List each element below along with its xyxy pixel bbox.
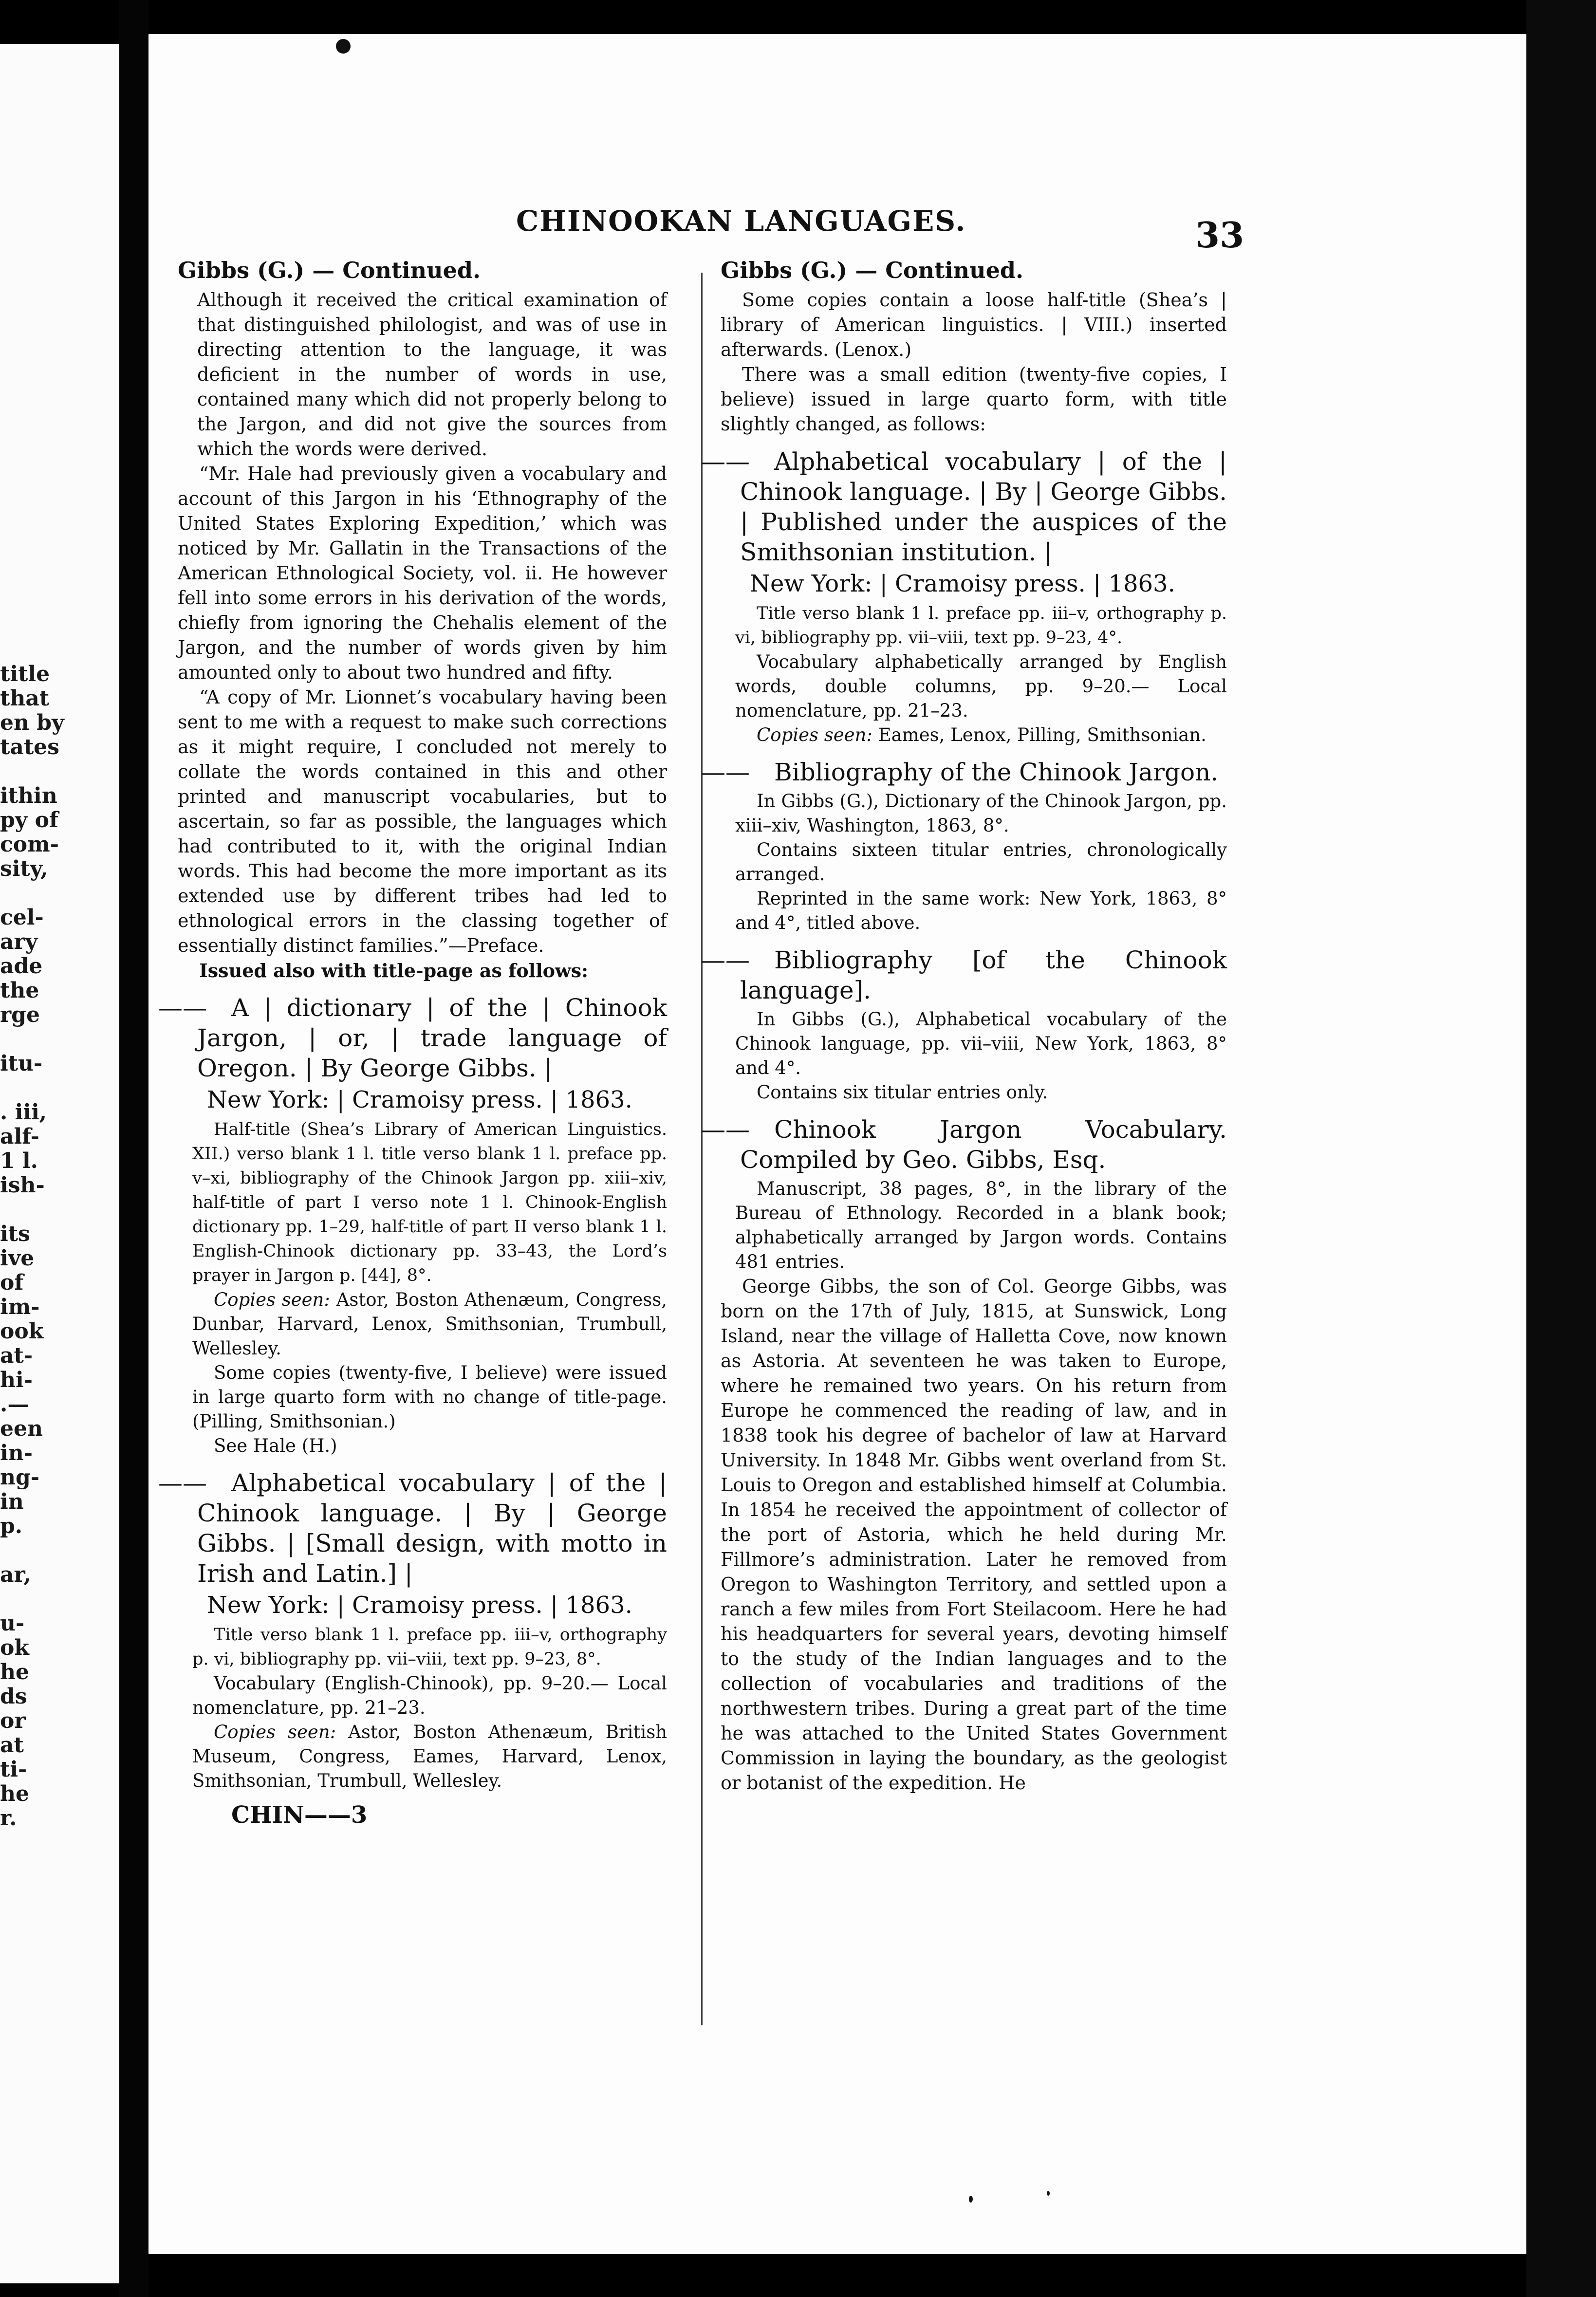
bib-entry-title-text: A | dictionary | of the | Chinook Jargon, | or, | trade language of Oregon. | By George Gibbs. | [197,994,667,1082]
preface-quote-paragraph: “Mr. Hale had previously given a vocabulary and account of this Jargon in his ‘Ethnography of the United States Exploring Expedition,’ which was noticed by Mr. Gallatin in the Transactions of the American Ethnological Society, vol. ii. He however fell into some errors in his derivation of the words, chiefly from ignoring the Chehalis element of the Jargon, and the number of words given by him amounted only to about two hundred and fifty. [178,463,667,683]
bib-entry-title: —— Alphabetical vocabulary | of the | Chinook language. | By | George Gibbs. | Published under the auspices of the Smithsonian institution. | [701,447,1227,566]
previous-page-text-fragment: ive [0,1246,35,1271]
copies-seen-label: Copies seen: [757,724,872,745]
copies-seen-list: Eames, Lenox, Pilling, Smithsonian. [878,724,1206,745]
previous-page-text-fragment: the [0,978,39,1003]
previous-page-text-fragment: ok [0,1635,29,1660]
previous-page-text-fragment: rge [0,1002,40,1027]
bib-entry-title-text: Bibliography [of the Chinook language]. [740,946,1227,1004]
previous-page-text-fragment: en by [0,710,64,735]
previous-page-text-fragment: u- [0,1611,25,1636]
page-edge-shadow [1526,0,1596,2297]
bib-entry-reprint: Reprinted in the same work: New York, 1863, 8° and 4°, titled above. [735,888,1227,933]
previous-page-text-fragment: . iii, [0,1100,47,1125]
previous-page-text-fragment: that [0,686,50,711]
bib-entry-collation: Title verso blank 1 l. preface pp. iii–v, orthography p. vi, bibliography pp. vii–viii, text pp. 9–23, 4°. [735,604,1227,648]
previous-page-text-fragment: ds [0,1684,27,1709]
previous-page-text-fragment: cel- [0,905,44,930]
page-number: 33 [1195,214,1244,256]
bib-entry-title: —— Bibliography [of the Chinook language]. [701,946,1227,1004]
previous-page-text-fragment: im- [0,1295,40,1319]
previous-page-text-fragment: r. [0,1806,17,1831]
previous-page-text-fragment: een [0,1416,43,1441]
previous-page-text-fragment: tates [0,735,59,759]
bib-entry-source: In Gibbs (G.), Alphabetical vocabulary of the Chinook language, pp. vii–viii, New York, 1863, 8° and 4°. [735,1009,1227,1078]
bib-entry-title-text: Bibliography of the Chinook Jargon. [774,758,1219,786]
left-column [158,256,668,1829]
bib-entry-imprint: New York: | Cramoisy press. | 1863. [207,1086,632,1113]
bib-entry-title: —— A | dictionary | of the | Chinook Jargon, | or, | trade language of Oregon. | By George Gibbs. | [158,994,667,1082]
copies-seen [178,1288,667,1361]
bib-entry-vocabulary: Vocabulary (English-Chinook), pp. 9–20.— Local nomenclature, pp. 21–23. [192,1673,667,1718]
previous-page-text-fragment: in- [0,1441,33,1465]
running-head: CHINOOKAN LANGUAGES. [516,204,966,238]
previous-page-text-fragment: its [0,1222,30,1246]
bib-entry-title-text: Alphabetical vocabulary | of the | Chinook language. | By | George Gibbs. | [Small design, with motto in Irish and Latin.] | [197,1469,667,1588]
bib-entry-source: In Gibbs (G.), Dictionary of the Chinook Jargon, pp. xiii–xiv, Washington, 1863, 8°. [735,791,1227,836]
bib-entry-imprint: New York: | Cramoisy press. | 1863. [750,570,1175,597]
copies-seen [721,723,1227,747]
previous-page-text-fragment: ade [0,954,43,979]
previous-page-text-fragment: alf- [0,1124,39,1149]
bib-entry-title-text: Chinook Jargon Vocabulary. Compiled by Geo. Gibbs, Esq. [740,1115,1227,1174]
copies-seen-label: Copies seen: [214,1289,330,1310]
bib-entry-title-text: Alphabetical vocabulary | of the | Chinook language. | By | George Gibbs. | Published under the auspices of the Smithsonian institution. | [740,447,1227,566]
previous-page-text-fragment: py of [0,808,58,833]
right-column [701,256,1227,1796]
bib-entry-title: —— Chinook Jargon Vocabulary. Compiled by Geo. Gibbs, Esq. [701,1115,1227,1174]
scan-speck [969,2196,973,2203]
previous-page-text-fragment: of [0,1270,24,1295]
bib-entry-collation: Half-title (Shea’s Library of American Linguistics. XII.) verso blank 1 l. title verso blank 1 l. preface pp. v–xi, bibliography of the Chinook Jargon pp. xiii–xiv, half-title of part I verso note 1 l. Chinook-English dictionary pp. 1–29, half-title of part II verso blank 1 l. English-Chinook dictionary pp. 33–43, the Lord’s prayer in Jargon p. [44], 8°. [192,1120,667,1285]
previous-page-text-fragment: he [0,1660,29,1685]
previous-page-text-fragment: .— [0,1392,29,1417]
previous-page-text-fragment: ti- [0,1757,27,1782]
book-gutter [119,0,148,2297]
previous-page-text-fragment: ook [0,1319,44,1344]
bib-entry-note: Some copies (twenty-five, I believe) were issued in large quarto form with no change of title-page. (Pilling, Smithsonian.) [192,1362,667,1432]
previous-page-text-fragment: ar, [0,1562,31,1587]
bib-entry-vocabulary: Vocabulary alphabetically arranged by English words, double columns, pp. 9–20.— Local nomenclature, pp. 21–23. [735,651,1227,721]
previous-page-text-fragment: at- [0,1343,33,1368]
issued-also-note: Issued also with title-page as follows: [199,960,589,982]
column-rule [701,273,703,2025]
biography-paragraph: George Gibbs, the son of Col. George Gibbs, was born on the 17th of July, 1815, at Sunswick, Long Island, near the village of Halletta Cove, now known as Astoria. At seventeen he was taken to Europe, where he remained two years. On his return from Europe he commenced the reading of law, and in 1838 took his degree of bachelor of law at Harvard University. In 1848 Mr. Gibbs went overland from St. Louis to Oregon and established himself at Columbia. In 1854 he received the appointment of collector of the port of Astoria, which he held during Mr. Fillmore’s administration. Later he removed from Oregon to Washington Territory, and settled upon a ranch a few miles from Fort Steilacoom. Here he had his headquarters for several years, devoting himself to the study of the Indian languages and to the collection of vocabularies and traditions of the northwestern tribes. During a great part of the time he was attached to the United States Government Commission in laying the boundary, as the geologist or botanist of the expedition. He [721,1276,1227,1794]
previous-page-text-fragment: at [0,1733,24,1758]
previous-page-text-fragment: ish- [0,1173,45,1198]
copies-seen-list: Astor, Boston Athenæum, British Museum, Congress, Eames, Harvard, Lenox, Smithsonian, Trumbull, Wellesley. [192,1722,668,1791]
bib-entry-note: Some copies contain a loose half-title (Shea’s | library of American linguistics. | VIII.) inserted afterwards. (Lenox.) [721,289,1227,360]
preface-quote-paragraph: Although it received the critical examination of that distinguished philologist, and was of use in directing attention to the language, it was deficient in the number of words in use, contained many which did not properly belong to the Jargon, and did not give the sources from which the words were derived. [197,289,667,460]
previous-page-text-fragment: 1 l. [0,1148,38,1173]
see-also-reference: See Hale (H.) [214,1435,337,1456]
bib-entry-contents: Contains six titular entries only. [757,1082,1048,1103]
copies-seen-label: Copies seen: [214,1722,336,1742]
previous-page-text-fragment: or [0,1708,26,1733]
bib-entry-title: —— Bibliography of the Chinook Jargon. [701,758,1219,786]
bib-entry-title: —— Alphabetical vocabulary | of the | Chinook language. | By | George Gibbs. | [Small design, with motto in Irish and Latin.] | [158,1469,667,1588]
bib-entry-contents: Contains sixteen titular entries, chronologically arranged. [735,839,1227,885]
bib-entry-imprint: New York: | Cramoisy press. | 1863. [207,1592,632,1619]
previous-page-text-fragment: ithin [0,783,57,808]
previous-page-text-fragment: he [0,1781,29,1806]
signature-mark: CHIN——3 [231,1801,368,1829]
previous-page-text-fragment: ary [0,929,38,954]
previous-page-text-fragment: itu- [0,1051,43,1076]
bib-entry-collation: Title verso blank 1 l. preface pp. iii–v, orthography p. vi, bibliography pp. vii–viii, text pp. 9–23, 8°. [192,1625,667,1669]
previous-page-text-fragment: com- [0,832,59,857]
previous-page-text-fragment: title [0,662,50,686]
scan-speck [1047,2191,1050,2196]
previous-page-text-fragment: hi- [0,1368,33,1392]
copies-seen [178,1720,667,1793]
previous-page-text-fragment: p. [0,1514,23,1538]
previous-page-text-fragment: in [0,1489,24,1514]
scan-speck [336,39,351,54]
bib-entry-manuscript: Manuscript, 38 pages, 8°, in the library of the Bureau of Ethnology. Recorded in a blank book; alphabetically arranged by Jargon words. Contains 481 entries. [735,1178,1227,1272]
copies-seen-list: Astor, Boston Athenæum, Congress, Dunbar, Harvard, Lenox, Smithsonian, Trumbull, Wellesley. [192,1289,667,1359]
previous-page-fragment [0,44,119,2283]
entry-heading-continued: Gibbs (G.) — Continued. [721,257,1024,283]
previous-page-text-fragment: sity, [0,856,48,881]
entry-heading-continued: Gibbs (G.) — Continued. [178,257,481,283]
previous-page-text-fragment: ng- [0,1465,40,1490]
bib-entry-note: There was a small edition (twenty-five copies, I believe) issued in large quarto form, with title slightly changed, as follows: [721,364,1227,435]
preface-quote-paragraph: “A copy of Mr. Lionnet’s vocabulary having been sent to me with a request to make such corrections as it might require, I concluded not merely to collate the words contained in this and other printed and manuscript vocabularies, but to ascertain, so far as possible, the languages which had contributed to it, with the original Indian words. This had become the more important as its extended use by different tribes had led to ethnological errors in the classing together of essentially distinct families.”—Preface. [178,686,667,956]
